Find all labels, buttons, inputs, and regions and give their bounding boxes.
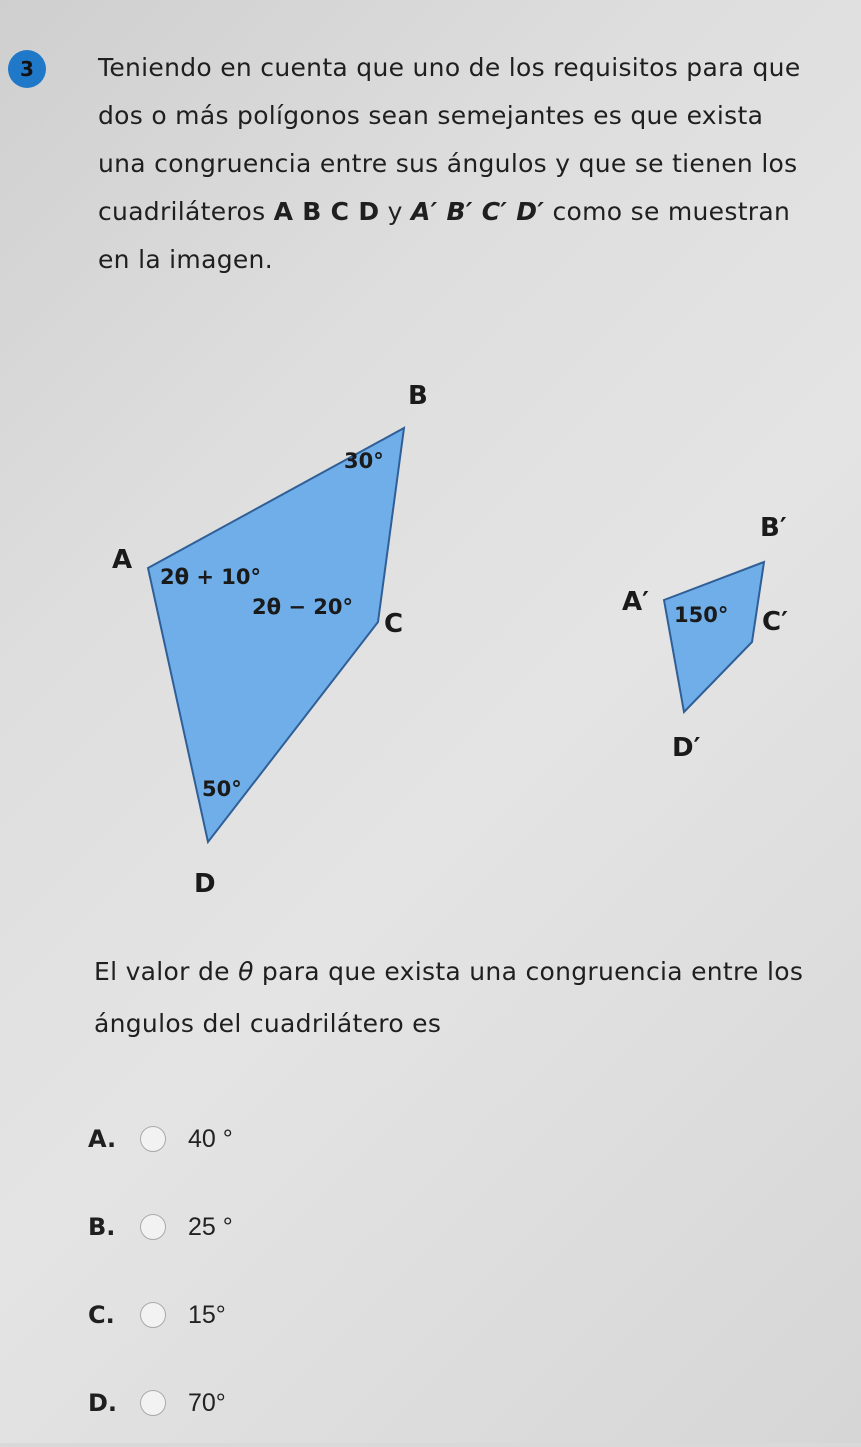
option-c[interactable] (88, 1271, 488, 1359)
angle-label-a: 2θ + 10° (160, 565, 261, 589)
quadrilaterals-figure (0, 360, 861, 920)
option-b[interactable] (88, 1183, 488, 1271)
vertex-label-b-prime: B′ (760, 513, 787, 543)
option-a[interactable] (88, 1095, 488, 1183)
vertex-label-c: C (384, 609, 404, 639)
vertex-label-d: D (194, 869, 216, 899)
option-c-radio[interactable] (140, 1302, 166, 1328)
vertex-label-a: A (112, 545, 133, 575)
vertex-label-a-prime: A′ (622, 587, 649, 617)
vertex-label-d-prime: D′ (672, 733, 701, 763)
question-prompt (94, 946, 854, 1050)
quadrilateral-abcd (148, 428, 404, 842)
angle-label-b: 30° (344, 449, 384, 473)
option-a-letter: A. (88, 1125, 117, 1153)
option-d-radio[interactable] (140, 1390, 166, 1416)
vertex-label-c-prime: C′ (762, 607, 788, 637)
angle-label-a-prime: 150° (674, 603, 729, 627)
option-c-text: 15° (188, 1300, 226, 1329)
option-d[interactable] (88, 1359, 488, 1447)
option-a-radio[interactable] (140, 1126, 166, 1152)
answer-options (88, 1095, 488, 1447)
question-stem (98, 44, 818, 284)
figure-svg (0, 360, 861, 920)
option-b-text: 25 ° (188, 1212, 233, 1241)
option-d-text: 70° (188, 1388, 226, 1417)
option-d-letter: D. (88, 1389, 118, 1417)
stem-text-3: como se muestran en la imagen. (98, 197, 791, 274)
stem-text-2: y (379, 197, 411, 226)
option-b-letter: B. (88, 1213, 116, 1241)
prompt-theta: θ (238, 957, 254, 986)
quadrilateral-a-prime-b-prime-c-prime-d-prime (664, 562, 764, 712)
angle-label-d: 50° (202, 777, 242, 801)
option-b-radio[interactable] (140, 1214, 166, 1240)
stem-quad-prime: A′ B′ C′ D′ (410, 197, 545, 226)
stem-text-1: Teniendo en cuenta que uno de los requisitos para que dos o más polígonos sean semejantes es que exista una congruencia entre sus ángulos y que se tienen los cuadriláteros (98, 53, 801, 226)
question-number-badge: 3 (8, 50, 46, 88)
option-a-text: 40 ° (188, 1124, 233, 1153)
angle-label-c: 2θ − 20° (252, 595, 353, 619)
prompt-text-before: El valor de (94, 957, 239, 986)
option-c-letter: C. (88, 1301, 115, 1329)
prompt-text-after: para que exista una congruencia entre los ángulos del cuadrilátero es (94, 957, 804, 1038)
stem-quad-abcd: A B C D (273, 197, 380, 226)
vertex-label-b: B (408, 381, 428, 411)
